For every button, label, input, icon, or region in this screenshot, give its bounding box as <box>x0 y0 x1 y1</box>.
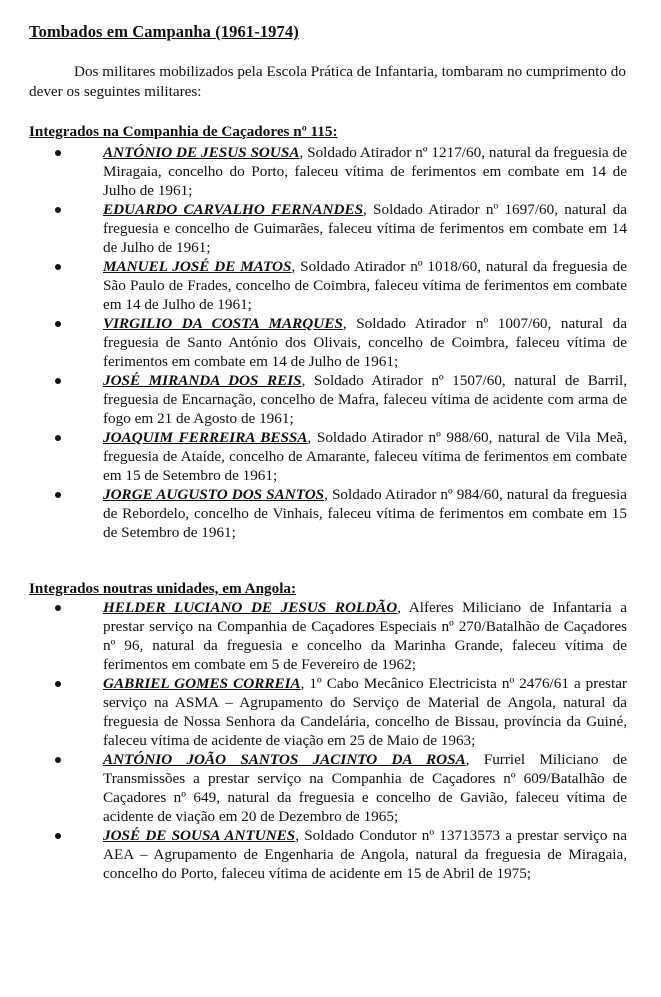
soldier-details: , Soldado Atirador nº 984/60, natural da freguesia de Rebordelo, concelho de Vinhais, faleceu vítima de ferimentos em combate em 15 de Setembro de 1961; <box>103 486 627 541</box>
list-item <box>0 371 661 428</box>
list-item <box>0 200 661 257</box>
bullet-icon <box>55 435 61 441</box>
list-item <box>0 826 661 883</box>
list-item <box>0 428 661 485</box>
section-heading-angola: Integrados noutras unidades, em Angola: <box>29 580 297 597</box>
bullet-icon <box>55 321 61 327</box>
soldier-details: , 1º Cabo Mecânico Electricista nº 2476/61 a prestar serviço na ASMA – Agrupamento do Serviço de Material de Angola, natural da freguesia de Nossa Senhora da Candelária, concelho de Bissau, província da Guiné, faleceu vítima de acidente de viação em 25 de Maio de 1963; <box>103 675 627 749</box>
soldier-details: , Soldado Atirador nº 1018/60, natural da freguesia de São Paulo de Frades, concelho de Coimbra, faleceu vítima de ferimentos em combate em 14 de Julho de 1961; <box>103 258 627 313</box>
list-angola <box>0 598 661 883</box>
page-title: Tombados em Campanha (1961-1974) <box>29 22 299 41</box>
section-heading-companhia-115: Integrados na Companhia de Caçadores nº 115: <box>29 123 338 140</box>
bullet-icon <box>55 757 61 763</box>
soldier-details: , Soldado Atirador nº 1217/60, natural da freguesia de Miragaia, concelho do Porto, faleceu vítima de ferimentos em combate em 14 de Julho de 1961; <box>103 144 627 199</box>
soldier-details: , Soldado Condutor nº 13713573 a prestar serviço na AEA – Agrupamento de Engenharia de Angola, natural da freguesia de Miragaia, concelho do Porto, faleceu vítima de acidente em 15 de Abril de 1975; <box>103 827 627 882</box>
soldier-name: JOSÉ MIRANDA DOS REIS <box>103 372 302 389</box>
soldier-name: ANTÓNIO DE JESUS SOUSA <box>103 144 300 161</box>
list-companhia-115 <box>0 143 661 542</box>
soldier-name: HELDER LUCIANO DE JESUS ROLDÃO <box>103 599 398 616</box>
soldier-details: , Soldado Atirador nº 1507/60, natural de Barril, freguesia de Encarnação, concelho de Mafra, faleceu vítima de acidente com arma de fogo em 21 de Agosto de 1961; <box>103 372 627 427</box>
list-item <box>0 257 661 314</box>
soldier-details: , Alferes Miliciano de Infantaria a prestar serviço na Companhia de Caçadores Especiais nº 270/Batalhão de Caçadores nº 96, natural da freguesia e concelho da Marinha Grande, faleceu vítima de ferimentos em combate em 5 de Fevereiro de 1962; <box>103 599 627 673</box>
list-item <box>0 750 661 826</box>
soldier-name: JOSÉ DE SOUSA ANTUNES <box>103 827 296 844</box>
list-item <box>0 143 661 200</box>
bullet-icon <box>55 833 61 839</box>
bullet-icon <box>55 207 61 213</box>
list-item <box>0 314 661 371</box>
soldier-name: MANUEL JOSÉ DE MATOS <box>103 258 292 275</box>
bullet-icon <box>55 681 61 687</box>
soldier-name: JOAQUIM FERREIRA BESSA <box>103 429 308 446</box>
intro-paragraph: Dos militares mobilizados pela Escola Prática de Infantaria, tombaram no cumprimento do dever os seguintes militares: <box>29 63 626 100</box>
soldier-details: , Soldado Atirador nº 1007/60, natural da freguesia de Santo António dos Olivais, concelho de Coimbra, faleceu vítima de ferimentos em combate em 14 de Julho de 1961; <box>103 315 628 370</box>
bullet-icon <box>55 378 61 384</box>
soldier-details: , Soldado Atirador nº 988/60, natural de Vila Meã, freguesia de Ataíde, concelho de Amarante, faleceu vítima de ferimentos em combate em 15 de Setembro de 1961; <box>103 429 627 484</box>
list-item <box>0 598 661 674</box>
soldier-name: JORGE AUGUSTO DOS SANTOS <box>103 486 325 503</box>
bullet-icon <box>55 605 61 611</box>
bullet-icon <box>55 150 61 156</box>
soldier-name: ANTÓNIO JOÃO SANTOS JACINTO DA ROSA <box>103 751 466 768</box>
list-item <box>0 485 661 542</box>
soldier-name: GABRIEL GOMES CORREIA <box>103 675 301 692</box>
soldier-details: , Furriel Miliciano de Transmissões a prestar serviço na Companhia de Caçadores nº 609/Batalhão de Caçadores nº 649, natural da freguesia e concelho de Gavião, faleceu vítima de acidente de viação em 20 de Dezembro de 1965; <box>103 751 627 825</box>
soldier-name: EDUARDO CARVALHO FERNANDES <box>103 201 364 218</box>
bullet-icon <box>55 264 61 270</box>
soldier-name: VIRGILIO DA COSTA MARQUES <box>103 315 343 332</box>
list-item <box>0 674 661 750</box>
bullet-icon <box>55 492 61 498</box>
soldier-details: , Soldado Atirador nº 1697/60, natural da freguesia e concelho de Guimarães, faleceu vítima de ferimentos em combate em 14 de Julho de 1961; <box>103 201 627 256</box>
